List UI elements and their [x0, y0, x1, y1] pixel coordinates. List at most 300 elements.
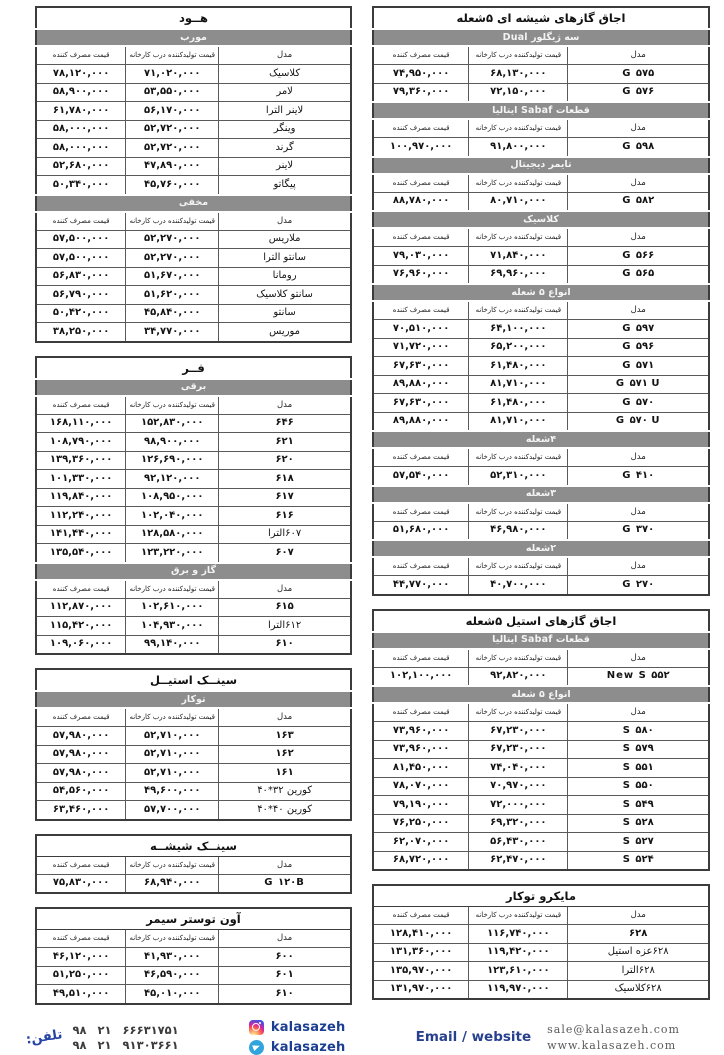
consumer-price-cell: ۴۹,۵۱۰,۰۰۰	[36, 985, 126, 1004]
column-header-consumer: قیمت مصرف کننده	[36, 930, 126, 948]
consumer-price-cell: ۷۳,۹۶۰,۰۰۰	[373, 722, 469, 741]
column-header-consumer: قیمت مصرف کننده	[36, 580, 126, 599]
factory-price-cell: ۱۰۲,۶۱۰,۰۰۰	[126, 598, 219, 617]
model-cell: G ۵۹۸	[568, 138, 709, 157]
consumer-price-cell: ۸۹,۸۸۰,۰۰۰	[373, 375, 469, 394]
factory-price-cell: ۶۸,۱۳۰,۰۰۰	[469, 65, 568, 84]
factory-price-cell: ۵۲,۷۲۰,۰۰۰	[126, 139, 219, 158]
model-cell: G ۵۷۰	[568, 394, 709, 413]
consumer-price-cell: ۱۶۸,۱۱۰,۰۰۰	[36, 414, 126, 433]
factory-price-cell: ۱۰۸,۹۵۰,۰۰۰	[126, 488, 219, 507]
consumer-price-cell: ۷۹,۱۹۰,۰۰۰	[373, 796, 469, 815]
table-row	[373, 338, 709, 357]
consumer-price-cell: ۷۰,۵۱۰,۰۰۰	[373, 320, 469, 339]
column-stoves	[372, 6, 710, 1013]
column-header-producer: قیمت تولیدکننده درب کارخانه	[469, 649, 568, 668]
factory-price-cell: ۶۱,۴۸۰,۰۰۰	[469, 357, 568, 376]
instagram-row	[249, 1020, 346, 1035]
consumer-price-cell: ۵۴,۵۶۰,۰۰۰	[36, 782, 126, 801]
factory-price-cell: ۱۰۲,۰۴۰,۰۰۰	[126, 507, 219, 526]
consumer-price-cell: ۷۵,۸۳۰,۰۰۰	[36, 874, 126, 893]
consumer-price-cell: ۱۱۲,۲۴۰,۰۰۰	[36, 507, 126, 526]
model-cell: کورین ‎۴۰*۴۰‎	[219, 801, 351, 820]
factory-price-cell: ۵۱,۶۲۰,۰۰۰	[126, 286, 219, 305]
table-row	[373, 722, 709, 741]
table-row	[373, 320, 709, 339]
column-header-model: مدل	[568, 228, 709, 247]
consumer-price-cell: ۴۴,۷۷۰,۰۰۰	[373, 576, 469, 595]
column-header-model: مدل	[219, 708, 351, 727]
factory-price-cell: ۴۹,۶۰۰,۰۰۰	[126, 782, 219, 801]
section-bar: ۳شعله	[373, 486, 709, 503]
factory-price-cell: ۱۱۶,۷۴۰,۰۰۰	[469, 925, 568, 944]
table-row	[373, 467, 709, 486]
telegram-row	[249, 1040, 346, 1055]
model-cell: کورین ‎۴۰*۳۲‎	[219, 782, 351, 801]
model-cell: ۶۲۱	[219, 433, 351, 452]
model-cell: G ۵۸۲	[568, 192, 709, 211]
column-header-producer: قیمت تولیدکننده درب کارخانه	[469, 907, 568, 925]
consumer-price-cell: ۴۶,۱۲۰,۰۰۰	[36, 948, 126, 967]
table-row	[36, 801, 351, 820]
factory-price-cell: ۴۰,۷۰۰,۰۰۰	[469, 576, 568, 595]
factory-price-cell: ۹۲,۱۲۰,۰۰۰	[126, 470, 219, 489]
column-header-model: مدل	[568, 649, 709, 668]
table-title: سینــک استیــل	[36, 669, 351, 691]
consumer-price-cell: ۷۶,۹۶۰,۰۰۰	[373, 265, 469, 284]
addresses	[547, 1023, 680, 1052]
table-title: آون توستر سیمر	[36, 908, 351, 930]
column-header-producer: قیمت تولیدکننده درب کارخانه	[469, 228, 568, 247]
factory-price-cell: ۵۲,۷۱۰,۰۰۰	[126, 764, 219, 783]
table-row	[373, 192, 709, 211]
consumer-price-cell: ۵۷,۵۰۰,۰۰۰	[36, 249, 126, 268]
consumer-price-cell: ۷۸,۱۲۰,۰۰۰	[36, 65, 126, 84]
factory-price-cell: ۵۲,۷۱۰,۰۰۰	[126, 745, 219, 764]
factory-price-cell: ۹۸,۹۰۰,۰۰۰	[126, 433, 219, 452]
factory-price-cell: ۱۱۹,۹۷۰,۰۰۰	[469, 980, 568, 999]
column-header-model: مدل	[568, 503, 709, 522]
factory-price-cell: ۴۵,۰۱۰,۰۰۰	[126, 985, 219, 1004]
model-cell: رومانا	[219, 267, 351, 286]
model-cell: لامر	[219, 83, 351, 102]
column-header-producer: قیمت تولیدکننده درب کارخانه	[126, 396, 219, 415]
model-cell: G ۳۷۰	[568, 521, 709, 540]
consumer-price-cell: ۱۲۸,۴۱۰,۰۰۰	[373, 925, 469, 944]
phone-number-1: ۹۸ ۲۱ ۶۶۶۳۱۷۵۱	[72, 1022, 179, 1037]
factory-price-cell: ۸۰,۷۱۰,۰۰۰	[469, 192, 568, 211]
model-cell: New S ۵۵۲	[568, 667, 709, 686]
phone-numbers	[72, 1023, 178, 1052]
model-cell: ۶۴۶	[219, 414, 351, 433]
consumer-price-cell: ۱۳۹,۳۶۰,۰۰۰	[36, 451, 126, 470]
column-header-model: مدل	[219, 212, 351, 231]
table-row	[36, 727, 351, 746]
column-header-producer: قیمت تولیدکننده درب کارخانه	[469, 557, 568, 576]
column-header-producer: قیمت تولیدکننده درب کارخانه	[126, 856, 219, 874]
table-row	[373, 943, 709, 962]
table-row	[36, 598, 351, 617]
factory-price-cell: ۴۷,۸۹۰,۰۰۰	[126, 157, 219, 176]
model-cell: ۱۶۱	[219, 764, 351, 783]
model-cell: سانتو کلاسیک	[219, 286, 351, 305]
model-cell: ۶۱۸	[219, 470, 351, 489]
table-row	[36, 323, 351, 342]
model-cell: ۶۲۸کلاسیک	[568, 980, 709, 999]
table-built-in-microwave	[372, 884, 710, 1000]
model-cell: ۶۱۵	[219, 598, 351, 617]
section-bar: برقی	[36, 379, 351, 396]
model-cell: سانتو	[219, 304, 351, 323]
website-address: www.kalasazeh.com	[547, 1038, 677, 1052]
table-row	[373, 759, 709, 778]
table-row	[373, 962, 709, 981]
section-bar: توکار	[36, 691, 351, 708]
factory-price-cell: ۹۹,۱۴۰,۰۰۰	[126, 635, 219, 654]
factory-price-cell: ۴۶,۹۸۰,۰۰۰	[469, 521, 568, 540]
email-website-block	[416, 1023, 680, 1052]
model-cell: S ۵۲۸	[568, 814, 709, 833]
model-cell: گرند	[219, 139, 351, 158]
table-row	[36, 948, 351, 967]
column-header-producer: قیمت تولیدکننده درب کارخانه	[126, 708, 219, 727]
model-cell: ۶۰۰	[219, 948, 351, 967]
column-header-model: مدل	[219, 396, 351, 415]
column-header-model: مدل	[568, 119, 709, 138]
column-header-producer: قیمت تولیدکننده درب کارخانه	[469, 174, 568, 193]
table-row	[36, 230, 351, 249]
table-row	[373, 394, 709, 413]
model-cell: S ۵۷۹	[568, 740, 709, 759]
table-row	[373, 412, 709, 431]
section-bar: ۲شعله	[373, 540, 709, 557]
consumer-price-cell: ۵۷,۵۴۰,۰۰۰	[373, 467, 469, 486]
model-cell: G ۱۲۰B	[219, 874, 351, 893]
table-row	[36, 304, 351, 323]
model-cell: وینگر	[219, 120, 351, 139]
table-row	[36, 985, 351, 1004]
factory-price-cell: ۱۰۴,۹۳۰,۰۰۰	[126, 617, 219, 636]
consumer-price-cell: ۶۳,۴۶۰,۰۰۰	[36, 801, 126, 820]
consumer-price-cell: ۱۰۲,۱۰۰,۰۰۰	[373, 667, 469, 686]
factory-price-cell: ۶۴,۱۰۰,۰۰۰	[469, 320, 568, 339]
column-header-consumer: قیمت مصرف کننده	[373, 301, 469, 320]
table-glass-sinks	[35, 834, 352, 895]
column-header-consumer: قیمت مصرف کننده	[373, 907, 469, 925]
column-header-producer: قیمت تولیدکننده درب کارخانه	[126, 930, 219, 948]
column-header-consumer: قیمت مصرف کننده	[373, 557, 469, 576]
section-bar: گاز و برق	[36, 563, 351, 580]
table-row	[36, 414, 351, 433]
model-cell: G ۵۹۷	[568, 320, 709, 339]
model-cell: ملاریس	[219, 230, 351, 249]
section-bar: مورب	[36, 29, 351, 46]
model-cell: G ۵۷۶	[568, 83, 709, 102]
table-row	[36, 102, 351, 121]
phone-label: تلفن:	[25, 1026, 64, 1048]
column-header-model: مدل	[568, 907, 709, 925]
table-row	[373, 796, 709, 815]
consumer-price-cell: ۱۰۹,۰۶۰,۰۰۰	[36, 635, 126, 654]
table-title: فــر	[36, 357, 351, 379]
model-cell: ۱۶۲	[219, 745, 351, 764]
consumer-price-cell: ۷۶,۲۵۰,۰۰۰	[373, 814, 469, 833]
column-header-consumer: قیمت مصرف کننده	[373, 174, 469, 193]
consumer-price-cell: ۱۰۸,۷۹۰,۰۰۰	[36, 433, 126, 452]
model-cell: G ۵۷۱ U	[568, 375, 709, 394]
factory-price-cell: ۵۲,۳۱۰,۰۰۰	[469, 467, 568, 486]
model-cell: پیگاتو	[219, 176, 351, 195]
factory-price-cell: ۱۵۲,۸۳۰,۰۰۰	[126, 414, 219, 433]
section-bar: سه ژیگلور Dual	[373, 29, 709, 46]
consumer-price-cell: ۱۳۱,۳۶۰,۰۰۰	[373, 943, 469, 962]
telegram-icon	[249, 1040, 264, 1055]
table-row	[36, 249, 351, 268]
consumer-price-cell: ۵۸,۰۰۰,۰۰۰	[36, 120, 126, 139]
consumer-price-cell: ۸۸,۷۸۰,۰۰۰	[373, 192, 469, 211]
consumer-price-cell: ۷۳,۹۶۰,۰۰۰	[373, 740, 469, 759]
factory-price-cell: ۷۴,۰۴۰,۰۰۰	[469, 759, 568, 778]
model-cell: ۶۰۷الترا	[219, 525, 351, 544]
column-header-producer: قیمت تولیدکننده درب کارخانه	[469, 46, 568, 65]
factory-price-cell: ۶۹,۹۶۰,۰۰۰	[469, 265, 568, 284]
table-title: هــود	[36, 7, 351, 29]
model-cell: S ۵۵۱	[568, 759, 709, 778]
section-bar: قطعات Sabaf ایتالیا	[373, 102, 709, 119]
section-bar: انواع ۵ شعله	[373, 686, 709, 703]
table-row	[36, 176, 351, 195]
section-bar: مخفی	[36, 195, 351, 212]
model-cell: G ۲۷۰	[568, 576, 709, 595]
column-header-model: مدل	[219, 930, 351, 948]
column-header-consumer: قیمت مصرف کننده	[36, 396, 126, 415]
column-header-model: مدل	[219, 46, 351, 65]
table-toaster-ovens	[35, 907, 352, 1005]
section-bar: کلاسیک	[373, 211, 709, 228]
consumer-price-cell: ۷۱,۷۲۰,۰۰۰	[373, 338, 469, 357]
consumer-price-cell: ۱۳۱,۹۷۰,۰۰۰	[373, 980, 469, 999]
column-header-model: مدل	[568, 46, 709, 65]
model-cell: G ۵۷۰ U	[568, 412, 709, 431]
column-header-model: مدل	[219, 580, 351, 599]
section-bar: ۴شعله	[373, 431, 709, 448]
factory-price-cell: ۷۱,۸۴۰,۰۰۰	[469, 247, 568, 266]
consumer-price-cell: ۵۶,۷۹۰,۰۰۰	[36, 286, 126, 305]
column-header-consumer: قیمت مصرف کننده	[373, 46, 469, 65]
model-cell: ۶۲۸الترا	[568, 962, 709, 981]
column-header-producer: قیمت تولیدکننده درب کارخانه	[126, 46, 219, 65]
factory-price-cell: ۶۸,۹۴۰,۰۰۰	[126, 874, 219, 893]
factory-price-cell: ۶۷,۲۳۰,۰۰۰	[469, 722, 568, 741]
column-header-model: مدل	[568, 557, 709, 576]
factory-price-cell: ۵۶,۴۳۰,۰۰۰	[469, 833, 568, 852]
table-row	[373, 247, 709, 266]
consumer-price-cell: ۶۷,۶۳۰,۰۰۰	[373, 357, 469, 376]
model-cell: G ۵۷۱	[568, 357, 709, 376]
factory-price-cell: ۴۵,۷۶۰,۰۰۰	[126, 176, 219, 195]
model-cell: ۶۲۰	[219, 451, 351, 470]
consumer-price-cell: ۵۷,۹۸۰,۰۰۰	[36, 745, 126, 764]
model-cell: S ۵۲۴	[568, 851, 709, 870]
table-row	[36, 525, 351, 544]
consumer-price-cell: ۵۱,۲۵۰,۰۰۰	[36, 966, 126, 985]
table-row	[36, 83, 351, 102]
factory-price-cell: ۵۲,۷۱۰,۰۰۰	[126, 727, 219, 746]
factory-price-cell: ۶۱,۴۸۰,۰۰۰	[469, 394, 568, 413]
table-title: سینــک شیشــه	[36, 835, 351, 857]
consumer-price-cell: ۷۸,۰۷۰,۰۰۰	[373, 777, 469, 796]
table-row	[373, 576, 709, 595]
model-cell: G ۵۶۵	[568, 265, 709, 284]
factory-price-cell: ۳۴,۷۷۰,۰۰۰	[126, 323, 219, 342]
column-header-consumer: قیمت مصرف کننده	[36, 708, 126, 727]
instagram-icon	[249, 1020, 264, 1035]
table-row	[36, 120, 351, 139]
section-bar: تایمر دیجیتال	[373, 157, 709, 174]
column-header-consumer: قیمت مصرف کننده	[373, 448, 469, 467]
column-header-producer: قیمت تولیدکننده درب کارخانه	[126, 580, 219, 599]
model-cell: کلاسیک	[219, 65, 351, 84]
factory-price-cell: ۵۱,۶۷۰,۰۰۰	[126, 267, 219, 286]
column-header-model: مدل	[568, 174, 709, 193]
column-header-producer: قیمت تولیدکننده درب کارخانه	[469, 301, 568, 320]
table-row	[36, 635, 351, 654]
column-header-consumer: قیمت مصرف کننده	[36, 856, 126, 874]
model-cell: ۶۰۷	[219, 544, 351, 563]
column-header-consumer: قیمت مصرف کننده	[36, 212, 126, 231]
table-glass-gas-stoves	[372, 6, 710, 596]
table-row	[373, 980, 709, 999]
model-cell: ۶۰۱	[219, 966, 351, 985]
table-row	[36, 782, 351, 801]
table-row	[373, 138, 709, 157]
column-header-producer: قیمت تولیدکننده درب کارخانه	[469, 703, 568, 722]
consumer-price-cell: ۷۴,۹۵۰,۰۰۰	[373, 65, 469, 84]
column-header-producer: قیمت تولیدکننده درب کارخانه	[469, 119, 568, 138]
model-cell: موریس	[219, 323, 351, 342]
model-cell: ۶۱۲الترا	[219, 617, 351, 636]
factory-price-cell: ۱۲۸,۵۸۰,۰۰۰	[126, 525, 219, 544]
table-row	[373, 814, 709, 833]
table-title: اجاق گازهای استیل ۵شعله	[373, 610, 709, 632]
consumer-price-cell: ۶۱,۷۸۰,۰۰۰	[36, 102, 126, 121]
model-cell: ۶۱۶	[219, 507, 351, 526]
column-header-consumer: قیمت مصرف کننده	[373, 228, 469, 247]
column-header-model: مدل	[219, 856, 351, 874]
column-header-model: مدل	[568, 301, 709, 320]
email-website-label: Email / website	[415, 1029, 532, 1045]
table-row	[373, 740, 709, 759]
model-cell: ۶۱۷	[219, 488, 351, 507]
table-steel-gas-stoves	[372, 609, 710, 872]
table-row	[36, 874, 351, 893]
table-row	[36, 451, 351, 470]
consumer-price-cell: ۵۷,۹۸۰,۰۰۰	[36, 727, 126, 746]
column-hoods-ovens-sinks	[35, 6, 352, 1018]
consumer-price-cell: ۸۹,۸۸۰,۰۰۰	[373, 412, 469, 431]
consumer-price-cell: ۶۷,۶۳۰,۰۰۰	[373, 394, 469, 413]
factory-price-cell: ۶۲,۴۷۰,۰۰۰	[469, 851, 568, 870]
model-cell: ۶۱۰	[219, 635, 351, 654]
table-row	[373, 925, 709, 944]
table-row	[36, 488, 351, 507]
consumer-price-cell: ۵۸,۰۰۰,۰۰۰	[36, 139, 126, 158]
table-row	[36, 267, 351, 286]
consumer-price-cell: ۵۶,۸۳۰,۰۰۰	[36, 267, 126, 286]
table-row	[36, 470, 351, 489]
model-cell: S ۵۸۰	[568, 722, 709, 741]
column-header-producer: قیمت تولیدکننده درب کارخانه	[469, 448, 568, 467]
factory-price-cell: ۷۰,۹۷۰,۰۰۰	[469, 777, 568, 796]
column-header-consumer: قیمت مصرف کننده	[373, 703, 469, 722]
consumer-price-cell: ۵۲,۶۸۰,۰۰۰	[36, 157, 126, 176]
column-header-consumer: قیمت مصرف کننده	[373, 649, 469, 668]
consumer-price-cell: ۷۹,۳۶۰,۰۰۰	[373, 83, 469, 102]
model-cell: G ۴۱۰	[568, 467, 709, 486]
column-header-consumer: قیمت مصرف کننده	[36, 46, 126, 65]
factory-price-cell: ۵۳,۵۵۰,۰۰۰	[126, 83, 219, 102]
consumer-price-cell: ۵۷,۹۸۰,۰۰۰	[36, 764, 126, 783]
factory-price-cell: ۶۵,۲۰۰,۰۰۰	[469, 338, 568, 357]
factory-price-cell: ۱۲۶,۶۹۰,۰۰۰	[126, 451, 219, 470]
table-title: اجاق گازهای شیشه ای ۵شعله	[373, 7, 709, 29]
table-row	[373, 375, 709, 394]
factory-price-cell: ۹۲,۸۲۰,۰۰۰	[469, 667, 568, 686]
table-row	[36, 65, 351, 84]
consumer-price-cell: ۵۰,۳۴۰,۰۰۰	[36, 176, 126, 195]
model-cell: S ۵۴۹	[568, 796, 709, 815]
consumer-price-cell: ۵۰,۴۲۰,۰۰۰	[36, 304, 126, 323]
factory-price-cell: ۷۲,۱۵۰,۰۰۰	[469, 83, 568, 102]
model-cell: ۶۱۰	[219, 985, 351, 1004]
factory-price-cell: ۴۱,۹۳۰,۰۰۰	[126, 948, 219, 967]
model-cell: ۶۲۸	[568, 925, 709, 944]
factory-price-cell: ۱۲۳,۲۲۰,۰۰۰	[126, 544, 219, 563]
factory-price-cell: ۵۲,۲۷۰,۰۰۰	[126, 249, 219, 268]
factory-price-cell: ۶۹,۳۲۰,۰۰۰	[469, 814, 568, 833]
factory-price-cell: ۱۲۳,۶۱۰,۰۰۰	[469, 962, 568, 981]
social-block	[249, 1020, 346, 1055]
instagram-handle: kalasazeh	[270, 1019, 346, 1035]
factory-price-cell: ۵۶,۱۷۰,۰۰۰	[126, 102, 219, 121]
table-title: مایکرو توکار	[373, 885, 709, 907]
factory-price-cell: ۱۱۹,۴۲۰,۰۰۰	[469, 943, 568, 962]
model-cell: ۶۲۸عزه استیل	[568, 943, 709, 962]
factory-price-cell: ۵۷,۷۰۰,۰۰۰	[126, 801, 219, 820]
phone-number-2: ۹۸ ۲۱ ۹۱۳۰۳۶۶۱	[72, 1037, 179, 1052]
table-row	[373, 521, 709, 540]
consumer-price-cell: ۸۱,۴۵۰,۰۰۰	[373, 759, 469, 778]
consumer-price-cell: ۶۸,۷۲۰,۰۰۰	[373, 851, 469, 870]
consumer-price-cell: ۱۳۵,۵۴۰,۰۰۰	[36, 544, 126, 563]
model-cell: لاینر	[219, 157, 351, 176]
table-steel-sinks	[35, 668, 352, 821]
consumer-price-cell: ۱۱۹,۸۴۰,۰۰۰	[36, 488, 126, 507]
factory-price-cell: ۸۱,۷۱۰,۰۰۰	[469, 412, 568, 431]
footer	[0, 1018, 724, 1055]
consumer-price-cell: ۱۳۵,۹۷۰,۰۰۰	[373, 962, 469, 981]
consumer-price-cell: ۱۰۰,۹۷۰,۰۰۰	[373, 138, 469, 157]
column-header-model: مدل	[568, 703, 709, 722]
table-row	[36, 544, 351, 563]
table-row	[36, 764, 351, 783]
factory-price-cell: ۴۵,۸۴۰,۰۰۰	[126, 304, 219, 323]
table-row	[373, 65, 709, 84]
table-row	[373, 833, 709, 852]
consumer-price-cell: ۵۱,۶۸۰,۰۰۰	[373, 521, 469, 540]
table-row	[36, 507, 351, 526]
telegram-handle: kalasazeh	[270, 1039, 346, 1055]
